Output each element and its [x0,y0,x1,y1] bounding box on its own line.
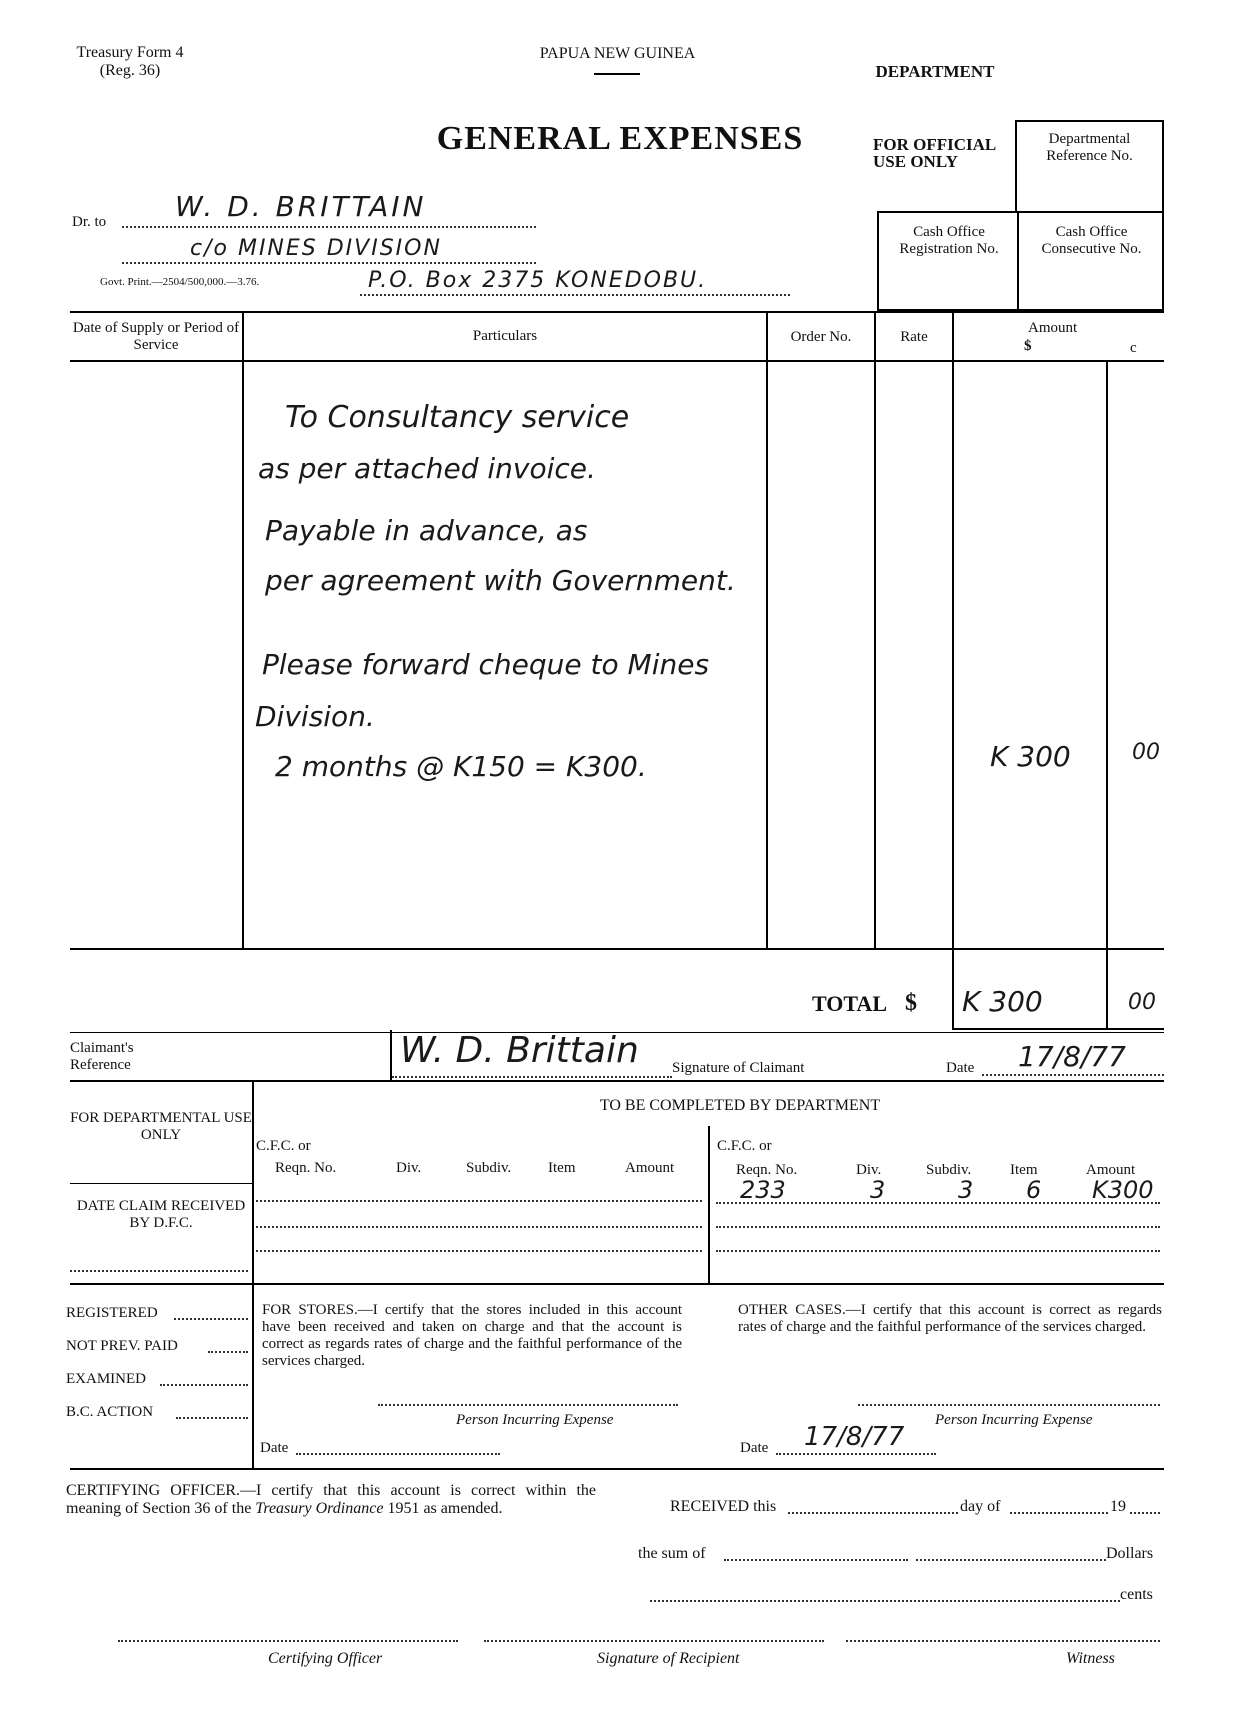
div-label-left: Div. [396,1160,422,1176]
witness-label: Witness [1066,1650,1115,1667]
year-label: 19 [1110,1498,1126,1515]
registered-label: REGISTERED [66,1305,158,1321]
total-dollar-sign: $ [905,990,917,1016]
amount-label-right: Amount [1086,1162,1136,1178]
total-label: TOTAL [812,991,887,1016]
stores-date-label: Date [260,1440,289,1456]
reqn-label-right: Reqn. No. [736,1162,798,1178]
page-title: GENERAL EXPENSES [436,120,804,157]
entry-amount: K300 [1092,1176,1154,1204]
item-label-right: Item [1010,1162,1038,1178]
amount-dollars: K 300 [990,740,1071,773]
particulars-line-2: as per attached invoice. [258,452,596,485]
other-cases-certification: OTHER CASES.—I certify that this account is correct as regards rates of charge and the faithful performance of the services charged. [738,1302,1162,1335]
entry-div: 3 [870,1176,886,1204]
sum-of-label: the sum of [638,1545,706,1562]
for-departmental-use-label: FOR DEPARTMENTAL USE ONLY [70,1110,252,1143]
amount-cents: 00 [1132,740,1160,765]
div-label-right: Div. [856,1162,882,1178]
claimant-signature: W. D. Brittain [400,1030,639,1071]
certifying-officer-label: Certifying Officer [268,1650,383,1667]
day-of-label: day of [960,1498,1001,1515]
person-incurring-expense-right: Person Incurring Expense [935,1412,1093,1428]
dollar-header: $ [1024,338,1032,354]
subdiv-label-left: Subdiv. [466,1160,512,1176]
date-of-supply-header: Date of Supply or Period of Service [72,320,240,353]
claim-date: 17/8/77 [1018,1040,1126,1073]
person-incurring-expense-left: Person Incurring Expense [456,1412,614,1428]
signature-of-claimant-label: Signature of Claimant [672,1060,805,1076]
entry-subdiv: 3 [958,1176,974,1204]
dr-to-label: Dr. to [72,214,107,230]
payee-name: W. D. BRITTAIN [175,190,427,223]
bc-action-label: B.C. ACTION [66,1404,154,1420]
particulars-line-3: Payable in advance, as [265,514,588,547]
signature-of-recipient-label: Signature of Recipient [597,1650,740,1667]
particulars-header: Particulars [472,328,538,344]
total-dollars: K 300 [962,985,1043,1018]
country-underline [594,73,640,75]
amount-label-left: Amount [625,1160,675,1176]
departmental-reference-box: Departmental Reference No. [1015,120,1164,211]
particulars-line-7: 2 months @ K150 = K300. [275,750,647,783]
other-date-label: Date [740,1440,769,1456]
certifying-officer-statement: CERTIFYING OFFICER.—I certify that this account is correct within the meaning of Section 36 of the Treasury Ordinance 1951 as amended. [66,1482,596,1517]
stores-certification: FOR STORES.—I certify that the stores included in this account have been received and taken on charge and that the account is correct as regards rates of charge and the faithful performance of the services charged. [262,1302,682,1369]
payee-address-2: P.O. Box 2375 KONEDOBU. [368,268,708,293]
amount-header: Amount [1028,320,1078,336]
examined-label: EXAMINED [66,1371,146,1387]
total-cents: 00 [1128,990,1156,1015]
claim-date-label: Date [946,1060,975,1076]
subdiv-label-right: Subdiv. [926,1162,972,1178]
particulars-line-1: To Consultancy service [285,400,630,435]
particulars-line-6: Division. [255,700,375,733]
cfc-label-right: C.F.C. or [717,1138,772,1154]
cents-label: cents [1120,1586,1153,1603]
official-use-label: FOR OFFICIAL USE ONLY [873,135,996,171]
other-cases-date: 17/8/77 [804,1422,905,1452]
cash-office-boxes: Cash Office Registration No. Cash Office Consecutive No. [877,211,1164,311]
dollars-label: Dollars [1106,1545,1154,1562]
not-prev-paid-label: NOT PREV. PAID [66,1338,178,1354]
country-name: PAPUA NEW GUINEA [539,45,696,62]
entry-reqn: 233 [740,1176,786,1204]
date-claim-received-label: DATE CLAIM RECEIVED BY D.F.C. [76,1198,246,1231]
department-label: DEPARTMENT [875,62,995,81]
particulars-line-5: Please forward cheque to Mines [262,648,710,681]
cents-header: c [1130,340,1137,356]
rate-header: Rate [900,329,928,345]
to-be-completed-heading: TO BE COMPLETED BY DEPARTMENT [599,1097,881,1114]
particulars-line-4: per agreement with Government. [265,564,736,597]
cfc-label-left: C.F.C. or [256,1138,311,1154]
claimant-reference-label: Claimant's Reference [70,1040,134,1073]
payee-address-1: c/o MINES DIVISION [190,236,442,261]
entry-item: 6 [1026,1176,1042,1204]
order-no-header: Order No. [790,329,852,345]
reqn-label-left: Reqn. No. [275,1160,337,1176]
item-label-left: Item [548,1160,576,1176]
received-this-label: RECEIVED this [670,1498,777,1515]
print-note: Govt. Print.—2504/500,000.—3.76. [100,276,260,288]
form-number: Treasury Form 4 (Reg. 36) [76,44,184,79]
